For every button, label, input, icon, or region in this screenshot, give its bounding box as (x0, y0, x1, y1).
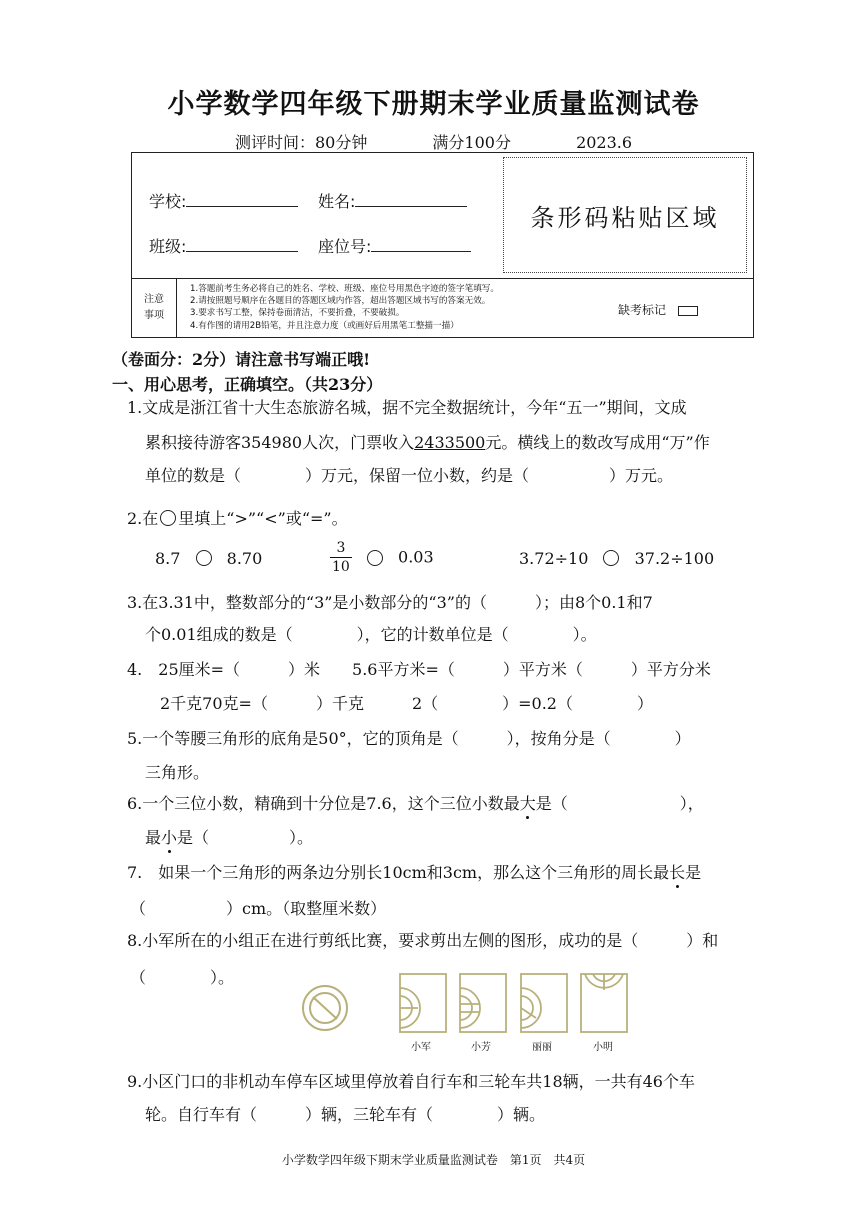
q4-line1[interactable]: 4. 25厘米=（ ）米 5.6平方米=（ ）平方米（ ）平方分米 (127, 660, 711, 679)
q2-instruction (127, 509, 348, 529)
fraction-3-10 (330, 539, 352, 576)
figure-label: 小芳 (471, 1042, 491, 1053)
student-info-box (131, 152, 754, 338)
q2-e3-right: 37.2÷100 (634, 549, 715, 568)
notice-item: 1.答题前考生务必将自己的姓名、学校、班级、座位号用黑色字迹的签字笔填写。 (190, 284, 499, 294)
q6-line1[interactable] (127, 794, 704, 814)
page-footer: 小学数学四年级下期末学业质量监测试卷 第1页 共4页 (281, 1153, 586, 1167)
q7-emphasis-longest: 长 (669, 863, 686, 882)
q8-line1[interactable]: 8.小军所在的小组正在进行剪纸比赛，要求剪出左侧的图形，成功的是（ ）和 (127, 931, 719, 950)
q6-text-b: 是（ ）， (535, 794, 704, 813)
compare-circle-input[interactable] (603, 550, 619, 566)
q2-e1-left: 8.7 (155, 549, 181, 568)
q4-line2[interactable]: 2千克70克=（ ）千克 2（ ）=0.2（ ） (160, 694, 653, 713)
circle-icon (160, 510, 176, 526)
compare-circle-input[interactable] (367, 550, 383, 566)
exam-full-score: 满分100分 (432, 133, 511, 152)
notice-label-line1: 注意 (144, 293, 164, 305)
notice-label-line2: 事项 (144, 309, 164, 321)
name-label: 姓名: (318, 192, 356, 211)
q1-line2 (145, 433, 710, 453)
q6-text-d: 是（ ）。 (177, 828, 314, 847)
notice-list (190, 283, 499, 332)
q7-line1 (127, 863, 701, 883)
q6-emphasis-min: 小 (161, 828, 178, 847)
q5-line2: 三角形。 (145, 763, 210, 782)
notice-item: 3.要求书写工整，保持卷面清洁，不要折叠，不要破损。 (190, 308, 405, 319)
neatness-note: （卷面分：2分）请注意书写端正哦! (112, 350, 371, 369)
target-pattern-icon (303, 986, 347, 1030)
section-1-heading: 一、用心思考，正确填空。（共23分） (112, 375, 383, 394)
q7-text-b: 是 (685, 863, 702, 882)
name-line[interactable] (355, 192, 467, 207)
folded-paper-xiaoming-icon (581, 974, 627, 1032)
q7-text-a: 7. 如果一个三角形的两条边分别长10cm和3cm，那么这个三角形的周长最 (127, 863, 670, 882)
q8-line2[interactable]: （ ）。 (130, 968, 235, 987)
q2-e1-right: 8.70 (226, 549, 263, 568)
q1-underlined-number: 2433500 (414, 433, 486, 452)
figure-label: 小明 (593, 1042, 613, 1053)
folded-paper-xiaojun-icon (400, 974, 446, 1032)
seat-label: 座位号: (318, 237, 372, 256)
fraction-numerator: 3 (330, 539, 352, 558)
q2-compare-2 (330, 539, 434, 576)
absent-label: 缺考标记 (618, 303, 667, 317)
notice-label (132, 278, 177, 337)
q3-line2[interactable]: 个0.01组成的数是（ ），它的计数单位是（ ）。 (145, 625, 597, 644)
school-label: 学校: (149, 192, 187, 211)
q1-line3[interactable]: 单位的数是（ ）万元，保留一位小数，约是（ ）万元。 (145, 466, 674, 485)
notice-item: 2.请按照题号顺序在各题目的答题区域内作答，超出答题区域书写的答案无效。 (190, 296, 491, 307)
exam-date: 2023.6 (576, 133, 633, 152)
q2-e3-left: 3.72÷10 (519, 549, 589, 568)
name-field[interactable] (318, 189, 467, 212)
q2-text-a: 2.在 (127, 509, 159, 528)
q1-text-b: 元。横线上的数改写成用“万”作 (485, 433, 710, 452)
fraction-denominator: 10 (332, 559, 350, 575)
q6-text-c: 最 (145, 828, 162, 847)
q6-text-a: 6.一个三位小数，精确到十分位是7.6，这个三位小数最 (127, 794, 520, 813)
q6-line2[interactable] (145, 828, 313, 848)
exam-time: 测评时间：80分钟 (234, 133, 368, 152)
figure-label: 小军 (411, 1042, 431, 1053)
q5-line1[interactable]: 5.一个等腰三角形的底角是50°，它的顶角是（ ），按角分是（ ） (127, 729, 691, 748)
q2-compare-3 (519, 549, 714, 569)
q3-line1[interactable]: 3.在3.31中，整数部分的“3”是小数部分的“3”的（ ）；由8个0.1和7 (127, 593, 653, 612)
q6-emphasis-max: 大 (519, 794, 536, 813)
absent-mark (618, 301, 698, 318)
seat-line[interactable] (371, 237, 471, 252)
exam-subtitle (0, 130, 867, 153)
class-line[interactable] (186, 237, 298, 252)
class-field[interactable] (149, 234, 298, 257)
school-line[interactable] (186, 192, 298, 207)
figure-label: 丽丽 (532, 1042, 552, 1053)
q9-line2[interactable]: 轮。自行车有（ ）辆，三轮车有（ ）辆。 (145, 1105, 546, 1124)
q9-line1: 9.小区门口的非机动车停车区域里停放着自行车和三轮车共18辆，一共有46个车 (127, 1072, 695, 1091)
info-top-row (132, 153, 753, 279)
folded-paper-xiaofang-icon (460, 974, 506, 1032)
q2-e2-right: 0.03 (398, 547, 434, 567)
q2-compare-1 (155, 549, 262, 569)
compare-circle-input[interactable] (196, 550, 212, 566)
seat-field[interactable] (318, 234, 471, 257)
barcode-area: 条形码粘贴区域 (503, 157, 747, 273)
paper-cut-figures (300, 968, 640, 1058)
notice-item: 4.有作图的请用2B铅笔，并且注意力度（或画好后用黑笔工整描一描） (190, 320, 459, 331)
q1-text-a: 累积接待游客354980人次，门票收入 (145, 433, 415, 452)
q2-text-b: 里填上“>”“<”或“=”。 (178, 509, 348, 528)
q1-line1: 1.文成是浙江省十大生态旅游名城，据不完全数据统计，今年“五一”期间，文成 (127, 398, 687, 417)
class-label: 班级: (149, 237, 187, 256)
folded-paper-lili-icon (521, 974, 567, 1032)
q7-line2[interactable]: （ ）cm。（取整厘米数） (130, 899, 387, 918)
school-field[interactable] (149, 189, 298, 212)
absent-checkbox[interactable] (678, 306, 698, 316)
exam-title: 小学数学四年级下册期末学业质量监测试卷 (167, 89, 700, 120)
